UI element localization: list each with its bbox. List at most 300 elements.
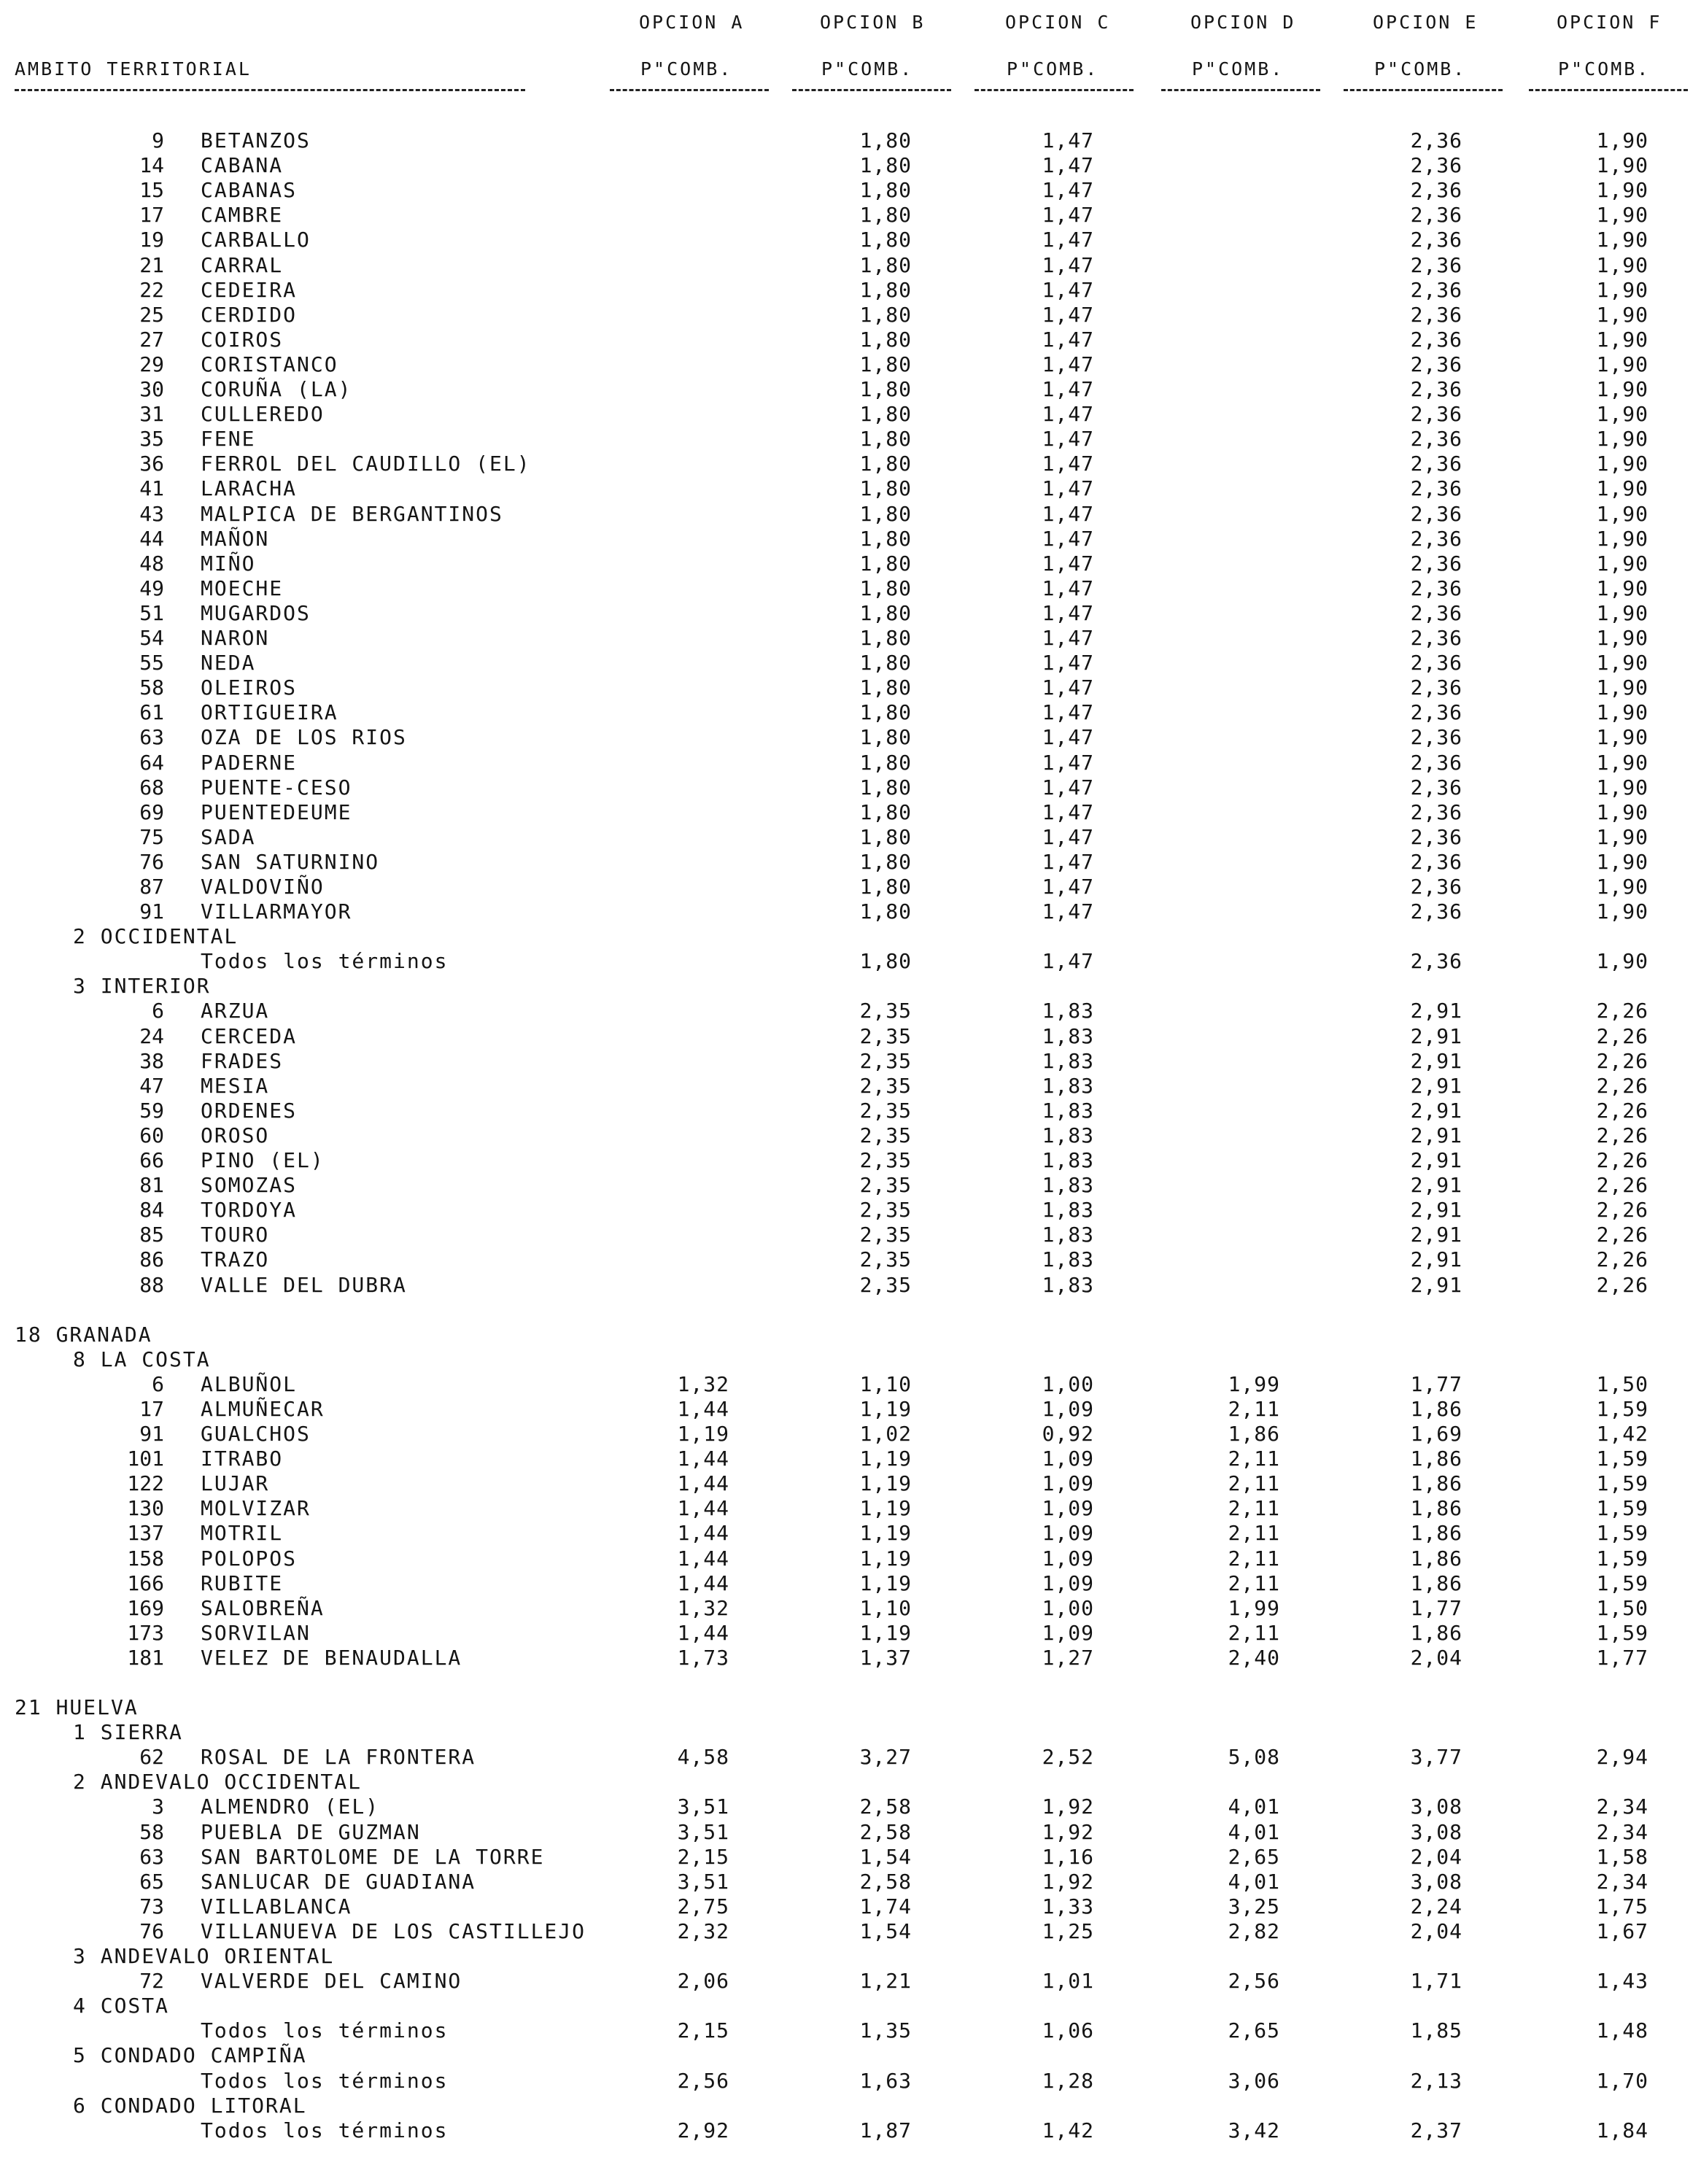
option-e-value: 2,37 <box>1410 2118 1462 2142</box>
zone-label: 6 CONDADO LITORAL <box>73 2094 307 2118</box>
option-f-value: 1,90 <box>1596 377 1648 401</box>
municipality-code: 72 <box>139 1969 164 1993</box>
option-f-value: 2,26 <box>1596 1173 1648 1197</box>
option-e-value: 3,08 <box>1410 1820 1462 1844</box>
option-c-value: 1,09 <box>1042 1571 1094 1595</box>
option-f-value: 1,90 <box>1596 875 1648 899</box>
option-b-value: 1,19 <box>859 1471 912 1495</box>
municipality-code: 54 <box>139 626 164 650</box>
option-b-value: 1,87 <box>859 2118 912 2142</box>
municipality-code: 91 <box>139 899 164 923</box>
option-c-value: 1,47 <box>1042 402 1094 426</box>
option-c-value: 1,00 <box>1042 1372 1094 1396</box>
municipality-code: 30 <box>139 377 164 401</box>
option-f-value: 1,90 <box>1596 751 1648 775</box>
zone-header-row <box>0 1770 1701 1794</box>
option-e-value: 2,91 <box>1410 1024 1462 1048</box>
header-underline <box>792 89 951 91</box>
option-a-value: 1,44 <box>677 1571 729 1595</box>
option-f-value: 2,34 <box>1596 1820 1648 1844</box>
table-row <box>0 1397 1701 1422</box>
municipality-code: 49 <box>139 576 164 600</box>
option-b-value: 1,80 <box>859 949 912 973</box>
option-f-value: 1,48 <box>1596 2018 1648 2042</box>
option-d-value: 5,08 <box>1228 1745 1280 1769</box>
table-row <box>0 850 1701 875</box>
option-a-value: 1,73 <box>677 1646 729 1670</box>
municipality-code: 76 <box>139 1919 164 1943</box>
option-f-value: 1,42 <box>1596 1422 1648 1446</box>
option-e-value: 2,91 <box>1410 1099 1462 1123</box>
municipality-name: VILLARMAYOR <box>201 899 352 923</box>
municipality-code: 9 <box>152 128 164 152</box>
municipality-code: 58 <box>139 1820 164 1844</box>
municipality-name: FERROL DEL CAUDILLO (EL) <box>201 452 531 476</box>
option-a-value: 2,15 <box>677 2018 729 2042</box>
option-f-value: 1,90 <box>1596 775 1648 799</box>
municipality-name: VILLANUEVA DE LOS CASTILLEJO <box>201 1919 586 1943</box>
option-e-value: 2,36 <box>1410 899 1462 923</box>
option-e-value: 2,36 <box>1410 700 1462 724</box>
municipality-code: 84 <box>139 1198 164 1222</box>
option-e-value: 2,36 <box>1410 427 1462 451</box>
municipality-name: NEDA <box>201 651 256 675</box>
option-c-value: 1,47 <box>1042 228 1094 252</box>
header-underline <box>610 89 769 91</box>
table-row <box>0 1447 1701 1471</box>
municipality-code: 66 <box>139 1148 164 1172</box>
municipality-code: 6 <box>152 999 164 1023</box>
option-b-value: 1,19 <box>859 1496 912 1520</box>
zone-header-row <box>0 2094 1701 2118</box>
option-f-value: 2,94 <box>1596 1745 1648 1769</box>
option-d-value: 1,99 <box>1228 1596 1280 1620</box>
option-b-value: 1,80 <box>859 203 912 227</box>
option-d-value: 2,40 <box>1228 1646 1280 1670</box>
municipality-name: TRAZO <box>201 1247 270 1271</box>
option-f-value: 1,90 <box>1596 800 1648 824</box>
zone-label: 4 COSTA <box>73 1994 170 2018</box>
option-c-value: 1,83 <box>1042 1099 1094 1123</box>
option-b-value: 1,19 <box>859 1621 912 1645</box>
table-row <box>0 1074 1701 1099</box>
option-e-heading: OPCION E <box>1373 12 1479 33</box>
option-c-value: 1,47 <box>1042 800 1094 824</box>
option-e-value: 2,36 <box>1410 203 1462 227</box>
option-f-value: 2,26 <box>1596 1049 1648 1073</box>
option-b-value: 2,35 <box>859 1247 912 1271</box>
municipality-name: TOURO <box>201 1223 270 1247</box>
option-c-value: 1,47 <box>1042 427 1094 451</box>
municipality-code: 25 <box>139 303 164 327</box>
zone-label: 2 OCCIDENTAL <box>73 924 239 948</box>
table-row <box>0 1546 1701 1571</box>
table-row <box>0 1820 1701 1845</box>
municipality-name: PADERNE <box>201 751 298 775</box>
option-d-value: 2,11 <box>1228 1571 1280 1595</box>
option-e-value: 2,36 <box>1410 576 1462 600</box>
option-a-value: 1,44 <box>677 1621 729 1645</box>
option-e-value: 2,91 <box>1410 1273 1462 1297</box>
option-b-value: 1,10 <box>859 1596 912 1620</box>
option-e-value: 2,91 <box>1410 1049 1462 1073</box>
municipality-code: 44 <box>139 527 164 551</box>
option-b-value: 1,80 <box>859 875 912 899</box>
option-f-value: 1,90 <box>1596 700 1648 724</box>
option-d-value: 2,11 <box>1228 1521 1280 1545</box>
table-row <box>0 800 1701 825</box>
table-row <box>0 949 1701 974</box>
table-row <box>0 328 1701 352</box>
table-row <box>0 2018 1701 2043</box>
municipality-code: 158 <box>127 1546 164 1571</box>
option-f-value: 1,90 <box>1596 153 1648 177</box>
zone-label: 1 SIERRA <box>73 1720 183 1744</box>
option-e-value: 1,71 <box>1410 1969 1462 1993</box>
option-c-value: 1,27 <box>1042 1646 1094 1670</box>
option-f-value: 1,90 <box>1596 675 1648 700</box>
option-f-value: 1,90 <box>1596 949 1648 973</box>
option-e-value: 1,86 <box>1410 1571 1462 1595</box>
option-c-value: 1,47 <box>1042 551 1094 576</box>
municipality-code: 21 <box>139 253 164 277</box>
option-e-value: 1,69 <box>1410 1422 1462 1446</box>
option-c-value: 1,25 <box>1042 1919 1094 1943</box>
zone-header-row <box>0 1944 1701 1969</box>
option-c-value: 1,09 <box>1042 1546 1094 1571</box>
municipality-code: 68 <box>139 775 164 799</box>
option-f-value: 1,90 <box>1596 502 1648 526</box>
table-row <box>0 1471 1701 1496</box>
option-b-heading: OPCION B <box>820 12 926 33</box>
option-b-value: 1,80 <box>859 377 912 401</box>
table-row <box>0 253 1701 278</box>
option-c-value: 1,83 <box>1042 1198 1094 1222</box>
option-b-value: 1,80 <box>859 178 912 202</box>
municipality-name: SALOBREÑA <box>201 1596 325 1620</box>
option-e-value: 2,36 <box>1410 725 1462 749</box>
option-b-value: 1,80 <box>859 551 912 576</box>
table-row <box>0 601 1701 626</box>
table-row <box>0 303 1701 328</box>
option-f-value: 1,90 <box>1596 825 1648 849</box>
option-a-value: 1,32 <box>677 1372 729 1396</box>
option-a-value: 1,44 <box>677 1496 729 1520</box>
option-c-value: 1,47 <box>1042 203 1094 227</box>
option-e-subheading: P"COMB. <box>1374 58 1467 80</box>
table-row <box>0 1521 1701 1546</box>
option-f-value: 1,75 <box>1596 1894 1648 1918</box>
option-f-value: 1,67 <box>1596 1919 1648 1943</box>
municipality-code: 51 <box>139 601 164 625</box>
option-b-value: 1,80 <box>859 626 912 650</box>
option-d-value: 2,65 <box>1228 1845 1280 1869</box>
option-f-value: 1,59 <box>1596 1571 1648 1595</box>
option-b-value: 1,54 <box>859 1919 912 1943</box>
municipality-code: 69 <box>139 800 164 824</box>
option-e-value: 2,36 <box>1410 551 1462 576</box>
table-row <box>0 1870 1701 1894</box>
option-c-subheading: P"COMB. <box>1007 58 1099 80</box>
municipality-name: OZA DE LOS RIOS <box>201 725 407 749</box>
table-row <box>0 352 1701 377</box>
table-row <box>0 999 1701 1023</box>
option-c-value: 1,47 <box>1042 128 1094 152</box>
option-c-value: 1,83 <box>1042 1173 1094 1197</box>
table-row <box>0 1273 1701 1298</box>
option-f-value: 1,59 <box>1596 1521 1648 1545</box>
municipality-code: 22 <box>139 278 164 302</box>
municipality-name: SAN SATURNINO <box>201 850 380 874</box>
municipality-name: CORISTANCO <box>201 352 338 376</box>
municipality-name: Todos los términos <box>201 949 449 973</box>
option-f-value: 1,90 <box>1596 651 1648 675</box>
municipality-code: 17 <box>139 203 164 227</box>
option-c-value: 1,83 <box>1042 999 1094 1023</box>
option-f-value: 1,90 <box>1596 128 1648 152</box>
option-f-value: 1,58 <box>1596 1845 1648 1869</box>
option-f-value: 2,26 <box>1596 1099 1648 1123</box>
option-f-value: 1,90 <box>1596 328 1648 352</box>
option-b-value: 2,35 <box>859 1099 912 1123</box>
table-row <box>0 128 1701 153</box>
municipality-name: ALBUÑOL <box>201 1372 298 1396</box>
option-f-value: 1,90 <box>1596 452 1648 476</box>
option-c-value: 1,47 <box>1042 601 1094 625</box>
option-c-value: 1,83 <box>1042 1049 1094 1073</box>
option-c-value: 1,83 <box>1042 1024 1094 1048</box>
municipality-name: ITRABO <box>201 1447 284 1471</box>
option-b-value: 2,35 <box>859 999 912 1023</box>
municipality-name: CERCEDA <box>201 1024 298 1048</box>
option-c-value: 1,83 <box>1042 1273 1094 1297</box>
table-row <box>0 1247 1701 1272</box>
municipality-name: MESIA <box>201 1074 270 1098</box>
option-b-value: 1,80 <box>859 328 912 352</box>
municipality-name: VELEZ DE BENAUDALLA <box>201 1646 462 1670</box>
option-c-value: 1,47 <box>1042 949 1094 973</box>
option-a-value: 3,51 <box>677 1820 729 1844</box>
option-f-value: 1,70 <box>1596 2069 1648 2093</box>
option-b-value: 1,80 <box>859 476 912 500</box>
option-b-value: 1,21 <box>859 1969 912 1993</box>
option-b-value: 1,80 <box>859 899 912 923</box>
option-b-value: 1,80 <box>859 601 912 625</box>
municipality-name: SADA <box>201 825 256 849</box>
table-row <box>0 725 1701 750</box>
municipality-name: PUEBLA DE GUZMAN <box>201 1820 421 1844</box>
option-a-heading: OPCION A <box>639 12 745 33</box>
option-f-value: 1,90 <box>1596 427 1648 451</box>
option-c-value: 1,47 <box>1042 452 1094 476</box>
option-e-value: 2,36 <box>1410 949 1462 973</box>
municipality-name: SAN BARTOLOME DE LA TORRE <box>201 1845 545 1869</box>
option-e-value: 2,36 <box>1410 228 1462 252</box>
option-b-value: 2,35 <box>859 1123 912 1147</box>
option-e-value: 2,91 <box>1410 1123 1462 1147</box>
municipality-name: Todos los términos <box>201 2069 449 2093</box>
option-a-subheading: P"COMB. <box>640 58 733 80</box>
municipality-code: 6 <box>152 1372 164 1396</box>
municipality-name: VILLABLANCA <box>201 1894 352 1918</box>
option-c-value: 1,47 <box>1042 253 1094 277</box>
municipality-name: VALVERDE DEL CAMINO <box>201 1969 462 1993</box>
option-c-value: 1,83 <box>1042 1223 1094 1247</box>
municipality-name: TORDOYA <box>201 1198 298 1222</box>
option-e-value: 2,36 <box>1410 452 1462 476</box>
option-e-value: 2,36 <box>1410 153 1462 177</box>
municipality-code: 62 <box>139 1745 164 1769</box>
municipality-code: 130 <box>127 1496 164 1520</box>
option-b-value: 3,27 <box>859 1745 912 1769</box>
municipality-name: MOECHE <box>201 576 284 600</box>
municipality-code: 35 <box>139 427 164 451</box>
option-b-value: 1,80 <box>859 850 912 874</box>
option-d-value: 4,01 <box>1228 1820 1280 1844</box>
option-d-value: 2,11 <box>1228 1397 1280 1421</box>
option-b-value: 2,35 <box>859 1173 912 1197</box>
option-c-value: 1,47 <box>1042 899 1094 923</box>
table-row <box>0 576 1701 601</box>
option-b-value: 2,35 <box>859 1148 912 1172</box>
option-f-value: 1,84 <box>1596 2118 1648 2142</box>
municipality-code: 137 <box>127 1521 164 1545</box>
option-a-value: 1,32 <box>677 1596 729 1620</box>
municipality-code: 64 <box>139 751 164 775</box>
option-e-value: 1,85 <box>1410 2018 1462 2042</box>
zone-header-row <box>0 2043 1701 2068</box>
option-e-value: 2,36 <box>1410 850 1462 874</box>
municipality-name: ALMENDRO (EL) <box>201 1794 380 1819</box>
option-c-value: 1,09 <box>1042 1397 1094 1421</box>
option-f-value: 1,90 <box>1596 850 1648 874</box>
option-b-value: 1,35 <box>859 2018 912 2042</box>
option-b-value: 1,10 <box>859 1372 912 1396</box>
option-a-value: 1,44 <box>677 1447 729 1471</box>
option-e-value: 2,91 <box>1410 999 1462 1023</box>
option-f-value: 1,77 <box>1596 1646 1648 1670</box>
option-b-value: 1,02 <box>859 1422 912 1446</box>
option-d-value: 2,82 <box>1228 1919 1280 1943</box>
municipality-code: 86 <box>139 1247 164 1271</box>
table-row <box>0 1646 1701 1670</box>
option-d-value: 1,99 <box>1228 1372 1280 1396</box>
option-f-value: 1,59 <box>1596 1546 1648 1571</box>
table-row <box>0 502 1701 527</box>
option-f-heading: OPCION F <box>1557 12 1662 33</box>
option-c-value: 1,42 <box>1042 2118 1094 2142</box>
table-row <box>0 427 1701 452</box>
option-f-value: 1,90 <box>1596 178 1648 202</box>
municipality-code: 3 <box>152 1794 164 1819</box>
option-b-value: 1,80 <box>859 527 912 551</box>
option-f-value: 2,26 <box>1596 1198 1648 1222</box>
municipality-code: 169 <box>127 1596 164 1620</box>
option-b-value: 1,19 <box>859 1397 912 1421</box>
option-b-value: 1,80 <box>859 452 912 476</box>
table-row <box>0 1123 1701 1148</box>
municipality-name: CEDEIRA <box>201 278 298 302</box>
option-d-value: 3,42 <box>1228 2118 1280 2142</box>
municipality-code: 101 <box>127 1447 164 1471</box>
table-row <box>0 153 1701 178</box>
option-e-value: 1,77 <box>1410 1372 1462 1396</box>
municipality-name: CAMBRE <box>201 203 284 227</box>
option-a-value: 3,51 <box>677 1794 729 1819</box>
option-d-value: 4,01 <box>1228 1870 1280 1894</box>
municipality-name: Todos los términos <box>201 2018 449 2042</box>
option-e-value: 2,36 <box>1410 601 1462 625</box>
option-d-value: 2,11 <box>1228 1447 1280 1471</box>
table-row <box>0 1571 1701 1596</box>
option-c-value: 1,47 <box>1042 328 1094 352</box>
option-b-value: 1,37 <box>859 1646 912 1670</box>
option-f-value: 1,90 <box>1596 303 1648 327</box>
option-f-value: 2,34 <box>1596 1794 1648 1819</box>
zone-label: 5 CONDADO CAMPIÑA <box>73 2043 307 2067</box>
table-row <box>0 1024 1701 1049</box>
option-b-value: 1,80 <box>859 228 912 252</box>
province-label: 21 HUELVA <box>15 1695 139 1719</box>
option-f-value: 2,26 <box>1596 1148 1648 1172</box>
option-e-value: 2,36 <box>1410 502 1462 526</box>
option-b-value: 1,80 <box>859 651 912 675</box>
option-c-value: 1,47 <box>1042 751 1094 775</box>
option-f-value: 1,90 <box>1596 601 1648 625</box>
option-d-subheading: P"COMB. <box>1192 58 1285 80</box>
option-c-value: 1,33 <box>1042 1894 1094 1918</box>
table-row <box>0 875 1701 899</box>
option-e-value: 2,91 <box>1410 1223 1462 1247</box>
option-f-value: 1,90 <box>1596 352 1648 376</box>
option-f-subheading: P"COMB. <box>1558 58 1651 80</box>
option-c-value: 1,09 <box>1042 1496 1094 1520</box>
option-b-value: 2,58 <box>859 1820 912 1844</box>
option-e-value: 2,36 <box>1410 527 1462 551</box>
ambito-territorial-heading: AMBITO TERRITORIAL <box>15 58 252 80</box>
table-row <box>0 2069 1701 2094</box>
option-c-value: 1,47 <box>1042 178 1094 202</box>
municipality-code: 17 <box>139 1397 164 1421</box>
option-e-value: 2,04 <box>1410 1646 1462 1670</box>
municipality-name: ROSAL DE LA FRONTERA <box>201 1745 476 1769</box>
option-e-value: 2,36 <box>1410 128 1462 152</box>
option-f-value: 1,59 <box>1596 1397 1648 1421</box>
option-e-value: 2,36 <box>1410 476 1462 500</box>
option-a-value: 1,44 <box>677 1546 729 1571</box>
zone-label: 2 ANDEVALO OCCIDENTAL <box>73 1770 363 1794</box>
option-f-value: 1,90 <box>1596 899 1648 923</box>
option-b-value: 1,19 <box>859 1546 912 1571</box>
municipality-name: SORVILAN <box>201 1621 311 1645</box>
option-e-value: 2,36 <box>1410 328 1462 352</box>
option-c-value: 1,83 <box>1042 1148 1094 1172</box>
option-d-value: 2,11 <box>1228 1546 1280 1571</box>
table-row <box>0 1596 1701 1621</box>
option-c-value: 1,47 <box>1042 153 1094 177</box>
municipality-code: 91 <box>139 1422 164 1446</box>
option-e-value: 2,36 <box>1410 675 1462 700</box>
municipality-code: 15 <box>139 178 164 202</box>
zone-header-row <box>0 1347 1701 1372</box>
option-f-value: 1,90 <box>1596 725 1648 749</box>
option-c-value: 1,47 <box>1042 278 1094 302</box>
option-c-value: 1,47 <box>1042 700 1094 724</box>
municipality-name: LARACHA <box>201 476 298 500</box>
option-d-value: 3,25 <box>1228 1894 1280 1918</box>
municipality-name: COIROS <box>201 328 284 352</box>
zone-label: 3 ANDEVALO ORIENTAL <box>73 1944 335 1968</box>
